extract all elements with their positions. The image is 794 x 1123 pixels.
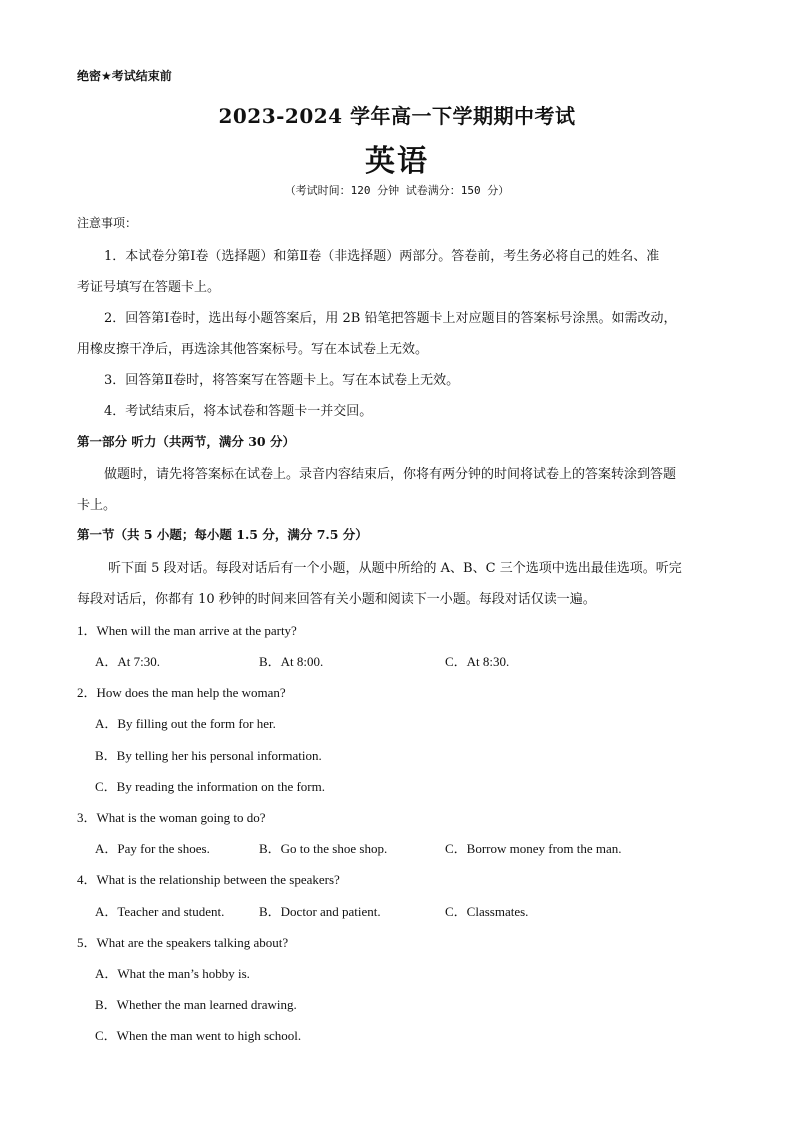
question-option: C．At 8:30. bbox=[445, 654, 510, 669]
question-stem: 3．What is the woman going to do? bbox=[77, 810, 266, 825]
question-option: A．What the man’s hobby is. bbox=[95, 966, 250, 981]
question-option: A．By filling out the form for her. bbox=[95, 716, 276, 731]
question-option: A．Teacher and student. bbox=[95, 904, 225, 919]
question-option: C．By reading the information on the form. bbox=[95, 779, 325, 794]
secret-label: 绝密★考试结束前 bbox=[77, 69, 172, 83]
exam-time-info: （考试时间：120 分钟 试卷满分：150 分） bbox=[284, 184, 510, 197]
part1-instruction: 卡上。 bbox=[77, 498, 117, 513]
note-item: 3．回答第Ⅱ卷时，将答案写在答题卡上。写在本试卷上无效。 bbox=[104, 373, 460, 388]
exam-title: 2023-2024 学年高一下学期期中考试 bbox=[218, 104, 576, 128]
question-stem: 1．When will the man arrive at the party? bbox=[77, 623, 297, 638]
part1-instruction: 做题时，请先将答案标在试卷上。录音内容结束后，你将有两分钟的时间将试卷上的答案转涂到答题 bbox=[104, 467, 677, 482]
question-stem: 5．What are the speakers talking about? bbox=[77, 935, 289, 950]
part1-heading: 第一部分 听力（共两节，满分 30 分） bbox=[77, 434, 295, 449]
note-item: 考证号填写在答题卡上。 bbox=[77, 280, 221, 295]
question-stem: 2．How does the man help the woman? bbox=[77, 685, 286, 700]
question-option: B．Whether the man learned drawing. bbox=[95, 997, 297, 1012]
note-item: 2．回答第Ⅰ卷时，选出每小题答案后，用 2B 铅笔把答题卡上对应题目的答案标号涂黑。如需改动， bbox=[104, 311, 677, 326]
note-item: 1．本试卷分第Ⅰ卷（选择题）和第Ⅱ卷（非选择题）两部分。答卷前，考生务必将自己的姓名、准 bbox=[104, 249, 660, 264]
question-option: C．Borrow money from the man. bbox=[445, 841, 622, 856]
note-item: 用橡皮擦干净后，再选涂其他答案标号。写在本试卷上无效。 bbox=[77, 342, 429, 357]
question-option: B．At 8:00. bbox=[259, 654, 324, 669]
section1-instruction: 听下面 5 段对话。每段对话后有一个小题，从题中所给的 A、B、C 三个选项中选出最佳选项。听完 bbox=[108, 561, 682, 576]
question-option: B．By telling her his personal information. bbox=[95, 748, 322, 763]
question-option: B．Doctor and patient. bbox=[259, 904, 381, 919]
note-item: 4．考试结束后，将本试卷和答题卡一并交回。 bbox=[104, 404, 373, 419]
question-option: A．Pay for the shoes. bbox=[95, 841, 210, 856]
section1-heading: 第一节（共 5 小题；每小题 1.5 分，满分 7.5 分） bbox=[77, 527, 368, 542]
notes-heading: 注意事项： bbox=[77, 216, 138, 230]
subject-title: 英语 bbox=[365, 144, 429, 179]
question-stem: 4．What is the relationship between the speakers? bbox=[77, 872, 340, 887]
section1-instruction: 每段对话后，你都有 10 秒钟的时间来回答有关小题和阅读下一小题。每段对话仅读一遍。 bbox=[77, 592, 596, 607]
question-option: A．At 7:30. bbox=[95, 654, 161, 669]
question-option: C．Classmates. bbox=[445, 904, 529, 919]
question-option: C．When the man went to high school. bbox=[95, 1028, 302, 1043]
question-option: B．Go to the shoe shop. bbox=[259, 841, 388, 856]
